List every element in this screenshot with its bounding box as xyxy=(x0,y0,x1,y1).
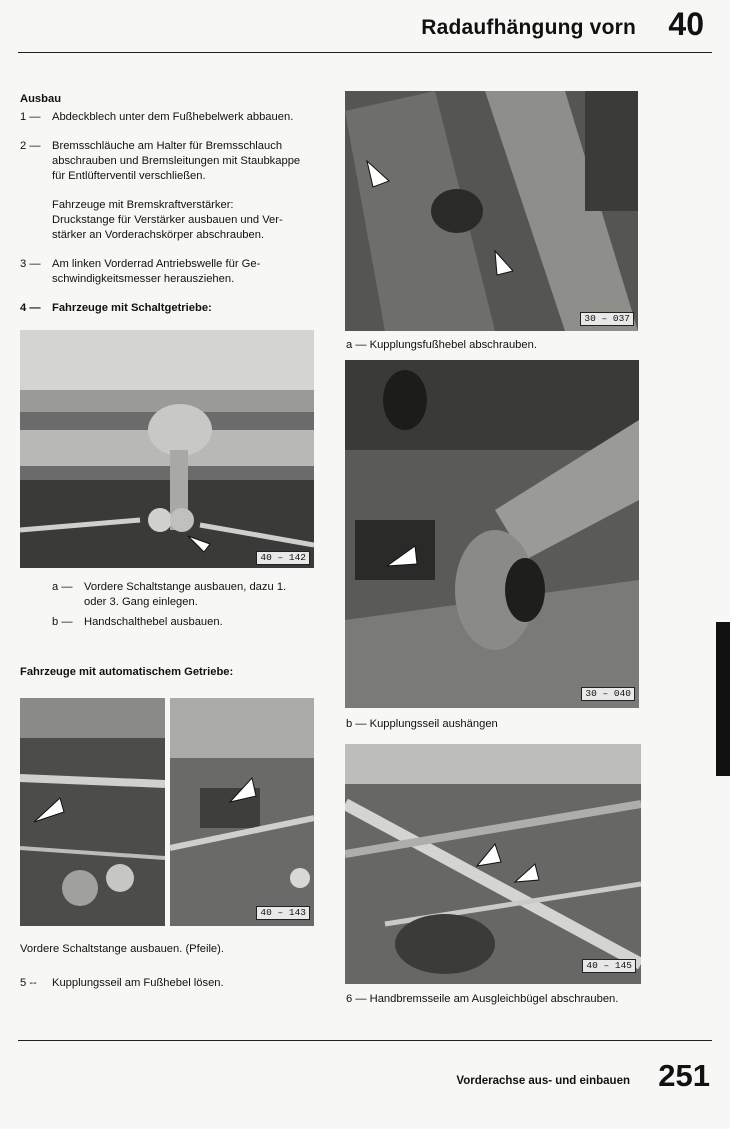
figure-number: 40 – 143 xyxy=(256,906,310,920)
photo-automatic-right xyxy=(170,698,314,926)
step-2: 2 — Bremsschläuche am Halter für Bremsschlauch abschrauben und Bremsleitungen mit Staubkappe für Entlüfterventil verschließen. Fahrzeuge mit Bremskraftverstärker: Druckstange für Verstärker ausbauen und Ver- stärker an Vorderachskörper abschrauben. xyxy=(20,140,301,241)
heading-automatic: Fahrzeuge mit automatischem Getriebe: xyxy=(20,666,234,678)
step-4: 4 — Fahrzeuge mit Schaltgetriebe: xyxy=(20,302,212,314)
step-1: 1 — Abdeckblech unter dem Fußhebelwerk abbauen. xyxy=(20,111,294,123)
figure-number: 30 – 040 xyxy=(581,687,635,701)
section-number: 40 xyxy=(668,6,704,42)
caption-b: b — Handschalthebel ausbauen. xyxy=(52,616,223,628)
caption-right-a: a — Kupplungsfußhebel abschrauben. xyxy=(346,339,537,351)
chapter-title: Radaufhängung vorn xyxy=(421,16,636,39)
step-5: 5 -- Kupplungsseil am Fußhebel lösen. xyxy=(20,977,224,989)
photo-clutch-pedal xyxy=(345,91,638,331)
chapter-tab-marker xyxy=(716,622,730,776)
figure-number: 30 – 037 xyxy=(580,312,634,326)
photo-automatic-left xyxy=(20,698,165,926)
step-3: 3 — Am linken Vorderrad Antriebswelle für Ge- schwindigkeitsmesser herausziehen. xyxy=(20,258,261,285)
caption-automatic: Vordere Schaltstange ausbauen. (Pfeile). xyxy=(20,943,224,955)
header-rule xyxy=(18,52,712,53)
figure-number: 40 – 145 xyxy=(582,959,636,973)
photo-gear-linkage xyxy=(20,330,314,568)
photo-handbrake-cables xyxy=(345,744,641,984)
left-text-top xyxy=(20,92,320,316)
caption-right-6: 6 — Handbremsseile am Ausgleichbügel abschrauben. xyxy=(346,993,619,1005)
footer-rule xyxy=(18,1040,712,1041)
heading-ausbau: Ausbau xyxy=(20,93,62,105)
footer-title: Vorderachse aus- und einbauen xyxy=(456,1075,630,1087)
left-captions-ab xyxy=(52,580,312,630)
photo-clutch-cable xyxy=(345,360,639,708)
page-number: 251 xyxy=(658,1058,710,1093)
caption-right-b: b — Kupplungsseil aushängen xyxy=(346,718,498,730)
caption-a: a — Vordere Schaltstange ausbauen, dazu 1. oder 3. Gang einlegen. xyxy=(52,581,287,608)
figure-number: 40 – 142 xyxy=(256,551,310,565)
